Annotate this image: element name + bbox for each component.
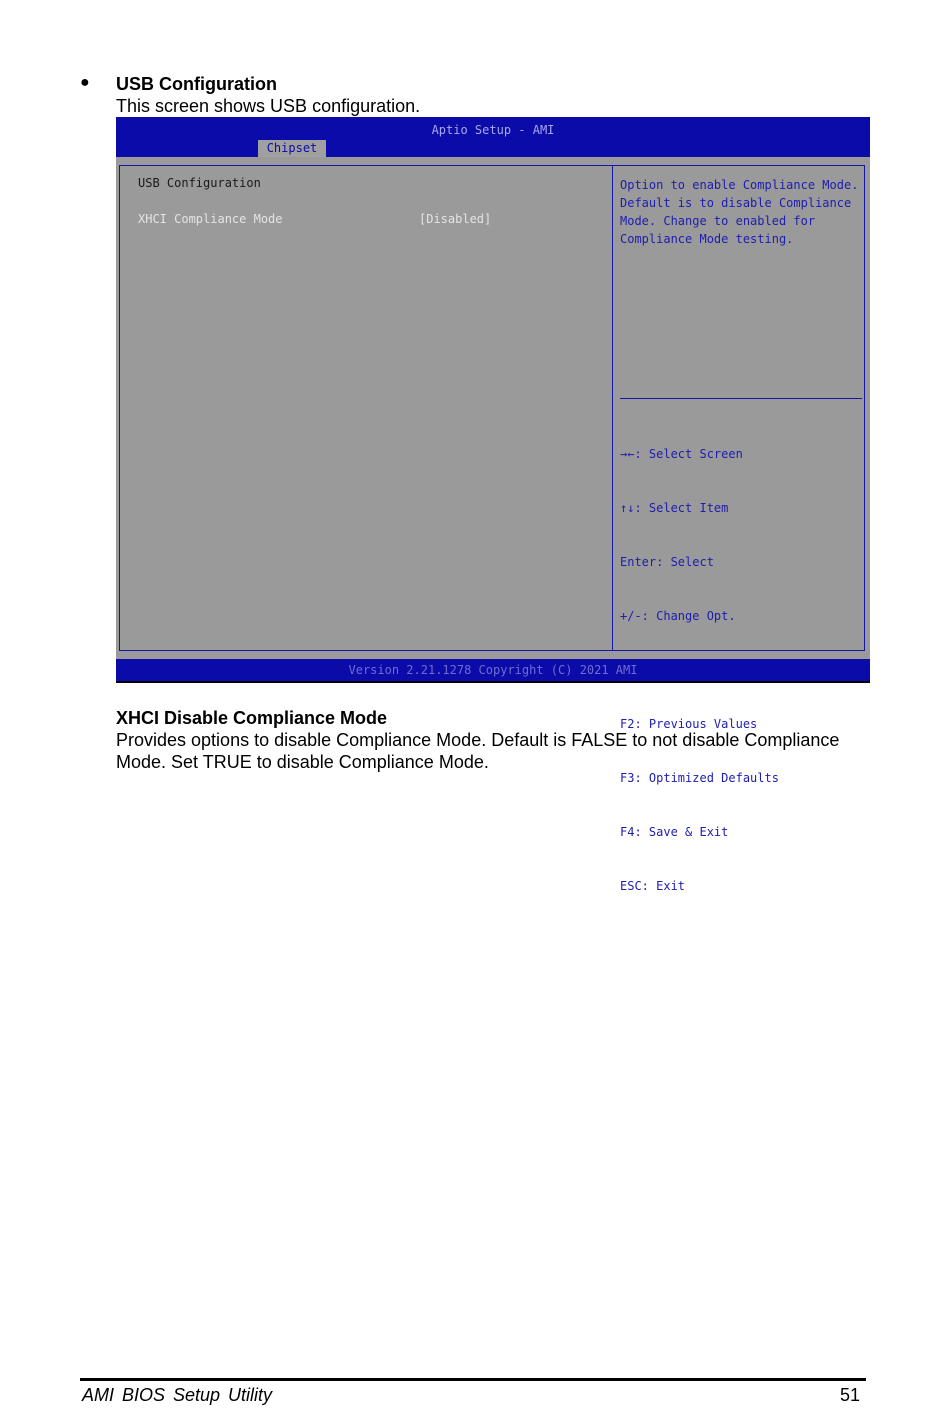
key-legend-select-screen: →←: Select Screen — [620, 447, 743, 461]
key-legend-enter: Enter: Select — [620, 555, 714, 569]
option-title: XHCI Disable Compliance Mode — [116, 708, 388, 728]
bios-title-bar — [116, 117, 870, 157]
tab-chipset[interactable]: Chipset — [258, 140, 326, 157]
bios-help-separator — [620, 398, 862, 399]
key-legend-exit: ESC: Exit — [620, 879, 686, 893]
section-title: USB Configuration — [116, 74, 277, 94]
key-legend-previous-values: F2: Previous Values — [620, 717, 758, 731]
xhci-compliance-mode-item[interactable]: XHCI Compliance Mode — [138, 212, 283, 226]
key-legend-optimized-defaults: F3: Optimized Defaults — [620, 771, 779, 785]
bios-section-heading: USB Configuration — [138, 176, 261, 190]
bullet-marker: ● — [80, 74, 90, 91]
bios-status-bar — [116, 659, 870, 681]
xhci-compliance-mode-value[interactable]: [Disabled] — [419, 212, 492, 226]
footer-rule — [80, 1378, 866, 1381]
key-legend-save-exit: F4: Save & Exit — [620, 825, 729, 839]
bios-version: Version 2.21.1278 Copyright (C) 2021 AMI — [348, 663, 638, 677]
bios-title: Aptio Setup - AMI — [431, 123, 555, 137]
bios-column-divider — [612, 165, 613, 651]
section-description: This screen shows USB configuration. — [116, 96, 421, 116]
page-number: 51 — [840, 1385, 861, 1405]
key-legend-change-opt: +/-: Change Opt. — [620, 609, 736, 623]
option-description: Provides options to disable Compliance Mode. Default is FALSE to not disable Compliance Mode. Set TRUE to disable Compliance Mode. — [116, 730, 840, 772]
key-legend-select-item: ↑↓: Select Item — [620, 501, 729, 515]
footer-title: AMI BIOS Setup Utility — [82, 1385, 273, 1405]
bios-help-text: Option to enable Compliance Mode. Default is to disable Compliance Mode. Change to enabled for Compliance Mode testing. — [620, 178, 859, 246]
